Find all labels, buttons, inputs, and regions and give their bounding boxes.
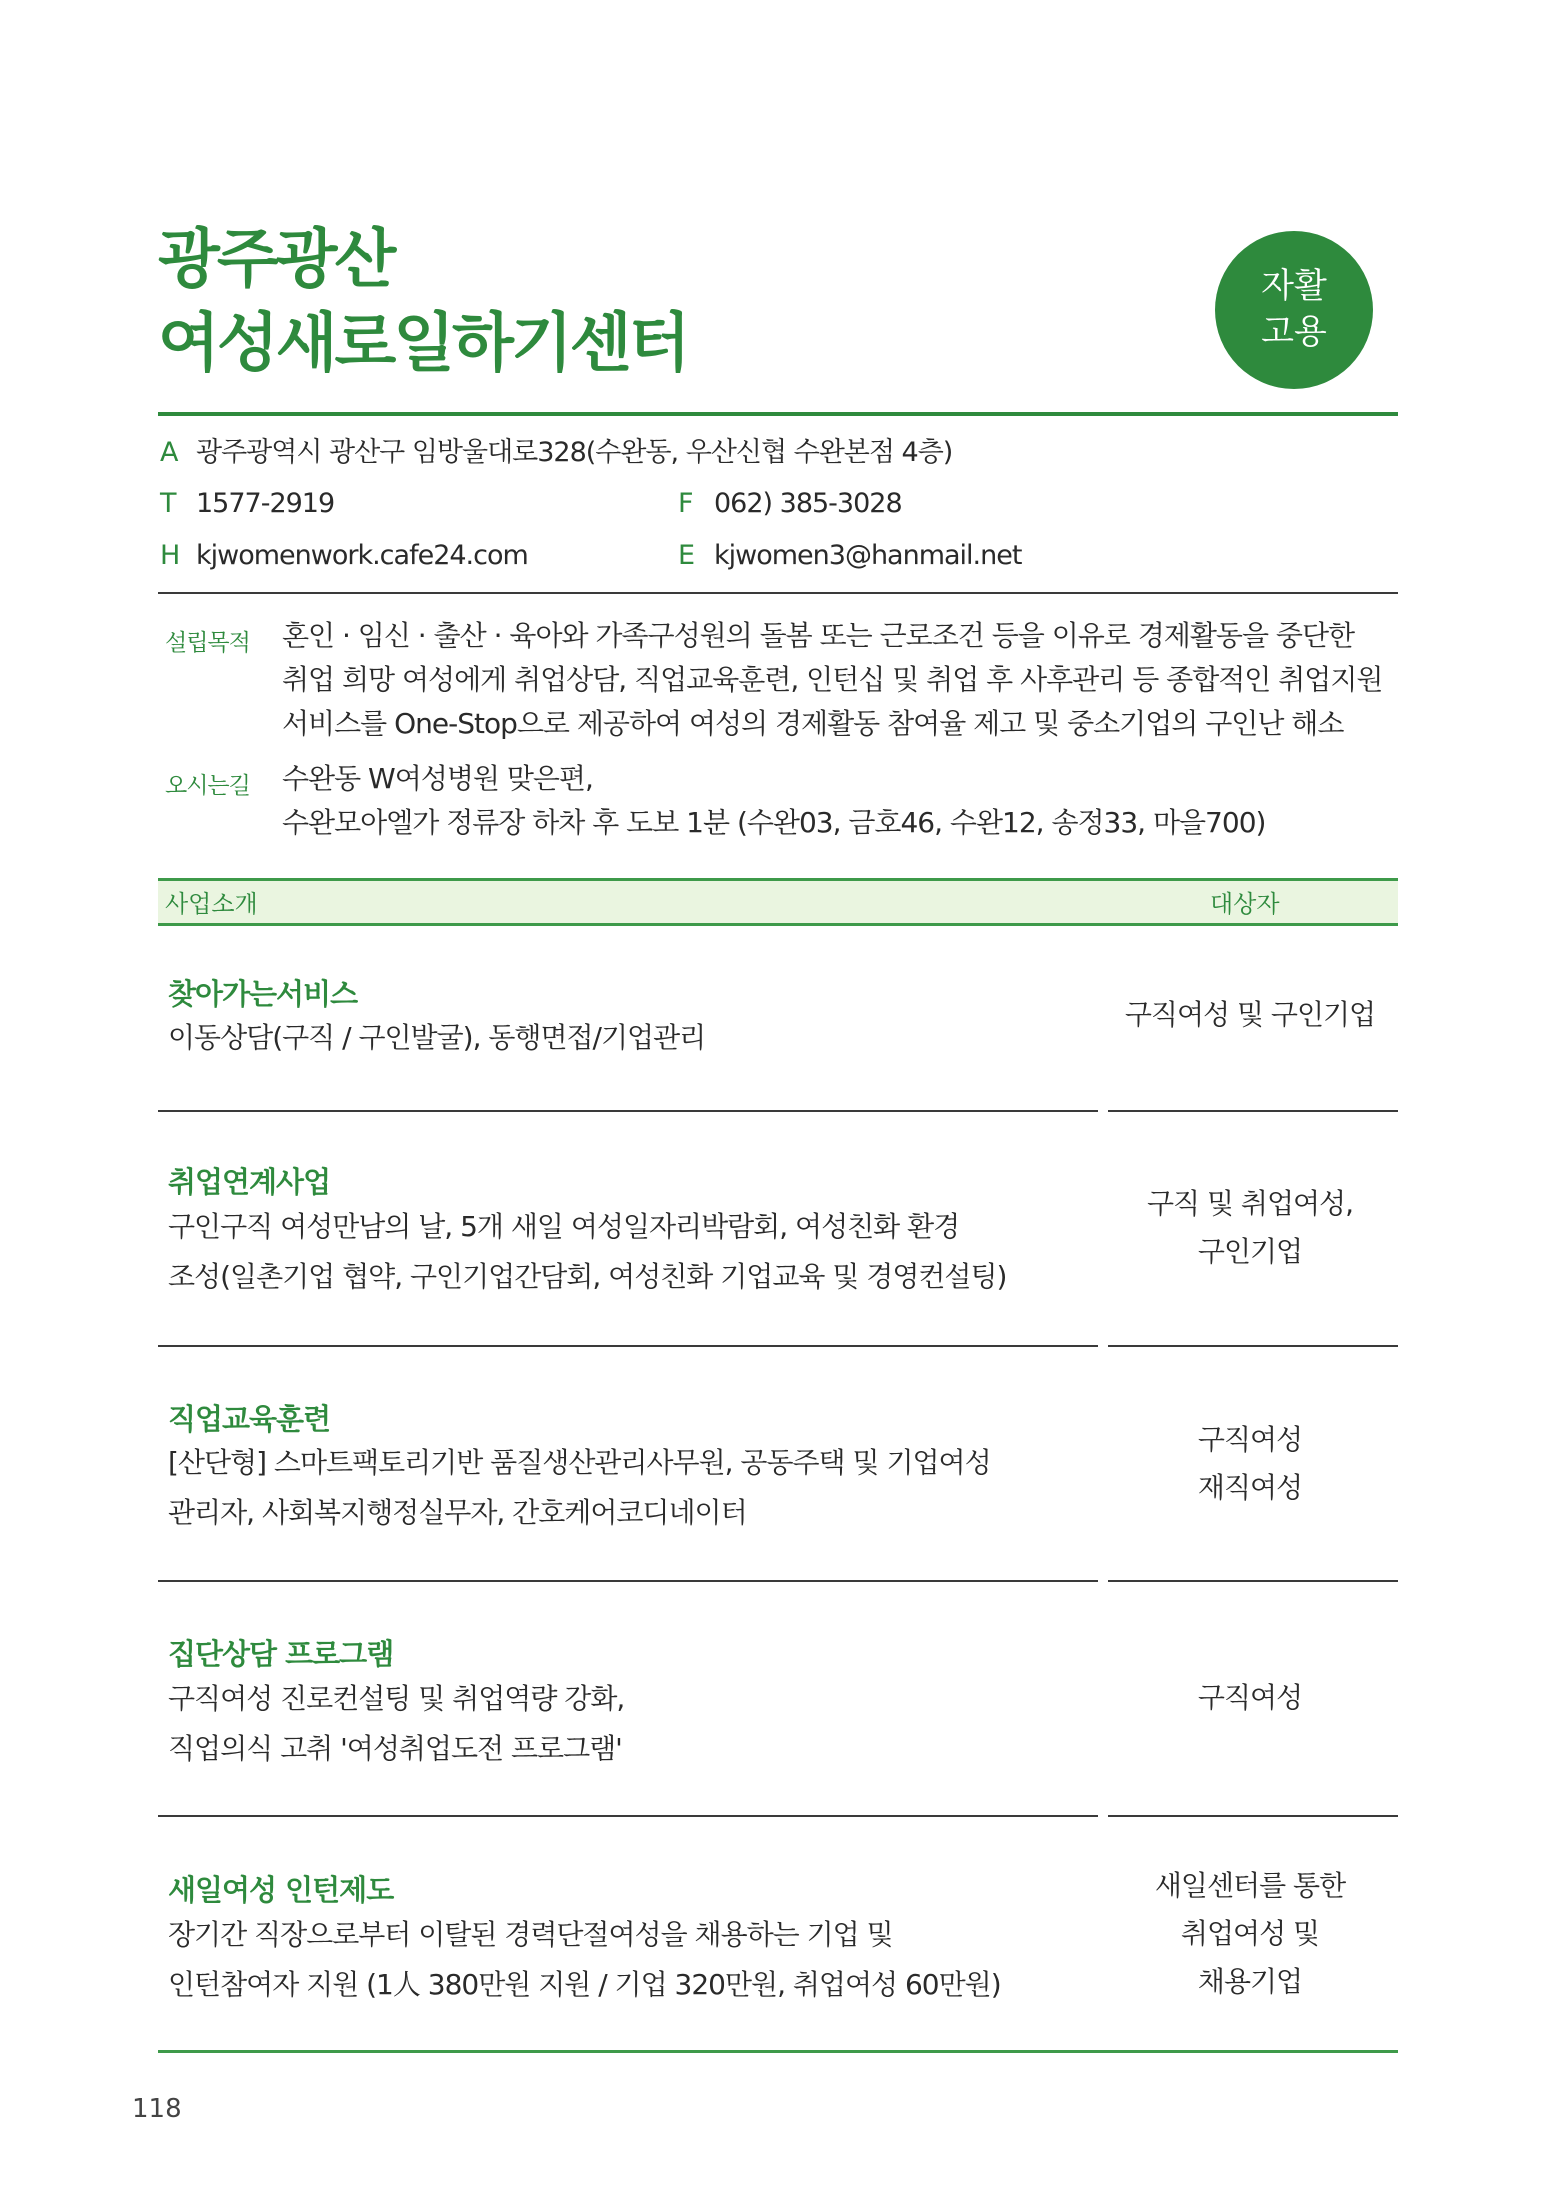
directions-line-1: 수완동 W여성병원 맞은편, bbox=[282, 762, 593, 795]
row-2-rule-left bbox=[158, 1345, 1098, 1347]
row-3-desc-line-1: [산단형] 스마트팩토리기반 품질생산관리사무원, 공동주택 및 기업여성 bbox=[168, 1446, 991, 1479]
row-5-target bbox=[1100, 1862, 1400, 2006]
badge-line-1: 자활 bbox=[1261, 266, 1327, 307]
tel-key: T bbox=[160, 488, 176, 519]
row-5-target-line-1: 새일센터를 통한 bbox=[1154, 1869, 1346, 1902]
page-number: 118 bbox=[132, 2094, 182, 2124]
row-5-desc-line-1: 장기간 직장으로부터 이탈된 경력단절여성을 채용하는 기업 및 bbox=[168, 1918, 893, 1951]
category-badge bbox=[1215, 231, 1373, 389]
badge-line-2: 고용 bbox=[1261, 312, 1327, 352]
tel-row bbox=[160, 490, 334, 517]
email-key: E bbox=[678, 540, 695, 571]
purpose-label: 설립목적 bbox=[165, 630, 250, 656]
header-rule bbox=[158, 412, 1398, 416]
row-4-rule-right bbox=[1108, 1815, 1398, 1817]
directions-line-2: 수완모아엘가 정류장 하차 후 도보 1분 (수완03, 금호46, 수완12, 송정33, 마을700) bbox=[282, 806, 1266, 839]
purpose-text bbox=[282, 614, 1382, 746]
tel-value: 1577-2919 bbox=[196, 488, 335, 519]
row-3-title: 직업교육훈련 bbox=[168, 1402, 331, 1436]
address-value: 광주광역시 광산구 임방울대로328(수완동, 우산신협 수완본점 4층) bbox=[196, 437, 953, 468]
row-3-desc-line-2: 관리자, 사회복지행정실무자, 간호케어코디네이터 bbox=[168, 1496, 747, 1529]
email-row bbox=[678, 542, 1021, 569]
directions-text bbox=[282, 757, 1265, 845]
row-3-rule-right bbox=[1108, 1580, 1398, 1582]
purpose-line-1: 혼인 · 임신 · 출산 · 육아와 가족구성원의 돌봄 또는 근로조건 등을 이유로 경제활동을 중단한 bbox=[282, 619, 1355, 652]
row-5-title: 새일여성 인턴제도 bbox=[168, 1873, 394, 1907]
address-key: A bbox=[160, 437, 178, 468]
row-4-target bbox=[1100, 1674, 1400, 1722]
row-1-title: 찾아가는서비스 bbox=[168, 977, 358, 1011]
purpose-line-3: 서비스를 One-Stop으로 제공하여 여성의 경제활동 참여율 제고 및 중소기업의 구인난 해소 bbox=[282, 707, 1344, 740]
row-1-target bbox=[1100, 991, 1400, 1039]
homepage-link[interactable]: kjwomenwork.cafe24.com bbox=[196, 540, 528, 571]
table-header-target: 대상자 bbox=[1210, 890, 1280, 918]
title-line-1: 광주광산 bbox=[158, 223, 394, 297]
row-2-desc bbox=[168, 1202, 1006, 1302]
row-2-target-line-1: 구직 및 취업여성, bbox=[1146, 1187, 1354, 1220]
row-4-desc-line-2: 직업의식 고취 '여성취업도전 프로그램' bbox=[168, 1732, 622, 1765]
row-2-title: 취업연계사업 bbox=[168, 1165, 331, 1199]
directions-label: 오시는길 bbox=[165, 773, 250, 799]
row-4-desc-line-1: 구직여성 진로컨설팅 및 취업역량 강화, bbox=[168, 1682, 625, 1715]
purpose-line-2: 취업 희망 여성에게 취업상담, 직업교육훈련, 인턴십 및 취업 후 사후관리 등 종합적인 취업지원 bbox=[282, 663, 1383, 696]
row-4-title: 집단상담 프로그램 bbox=[168, 1637, 394, 1671]
table-bottom-rule bbox=[158, 2050, 1398, 2053]
row-2-target-line-2: 구인기업 bbox=[1197, 1235, 1303, 1268]
row-2-rule-right bbox=[1108, 1345, 1398, 1347]
fax-key: F bbox=[678, 488, 693, 519]
row-3-target bbox=[1100, 1416, 1400, 1512]
email-link[interactable]: kjwomen3@hanmail.net bbox=[714, 540, 1022, 571]
row-2-desc-line-2: 조성(일촌기업 협약, 구인기업간담회, 여성친화 기업교육 및 경영컨설팅) bbox=[168, 1260, 1007, 1293]
row-4-rule-left bbox=[158, 1815, 1098, 1817]
fax-row bbox=[678, 490, 902, 517]
row-3-target-line-2: 재직여성 bbox=[1197, 1471, 1303, 1504]
row-1-target-line-1: 구직여성 및 구인기업 bbox=[1124, 998, 1376, 1031]
row-4-desc bbox=[168, 1674, 624, 1774]
row-1-desc bbox=[168, 1013, 705, 1063]
table-header-business: 사업소개 bbox=[165, 890, 258, 918]
row-5-target-line-3: 채용기업 bbox=[1197, 1965, 1303, 1998]
title-line-2: 여성새로일하기센터 bbox=[158, 307, 688, 381]
row-2-target bbox=[1100, 1180, 1400, 1276]
row-2-desc-line-1: 구인구직 여성만남의 날, 5개 새일 여성일자리박람회, 여성친화 환경 bbox=[168, 1210, 960, 1243]
row-5-target-line-2: 취업여성 및 bbox=[1180, 1917, 1320, 1950]
address-row bbox=[160, 439, 952, 466]
row-1-desc-line-1: 이동상담(구직 / 구인발굴), 동행면접/기업관리 bbox=[168, 1021, 706, 1054]
row-5-desc-line-2: 인턴참여자 지원 (1人 380만원 지원 / 기업 320만원, 취업여성 60만원) bbox=[168, 1968, 1001, 2001]
row-1-rule-right bbox=[1108, 1110, 1398, 1112]
homepage-key: H bbox=[160, 540, 180, 571]
row-1-rule-left bbox=[158, 1110, 1098, 1112]
homepage-row bbox=[160, 542, 528, 569]
row-3-target-line-1: 구직여성 bbox=[1197, 1423, 1303, 1456]
fax-value: 062) 385-3028 bbox=[714, 488, 902, 519]
row-4-target-line-1: 구직여성 bbox=[1197, 1681, 1303, 1714]
row-3-desc bbox=[168, 1438, 991, 1538]
contact-rule bbox=[158, 592, 1398, 594]
row-5-desc bbox=[168, 1910, 1001, 2010]
row-3-rule-left bbox=[158, 1580, 1098, 1582]
